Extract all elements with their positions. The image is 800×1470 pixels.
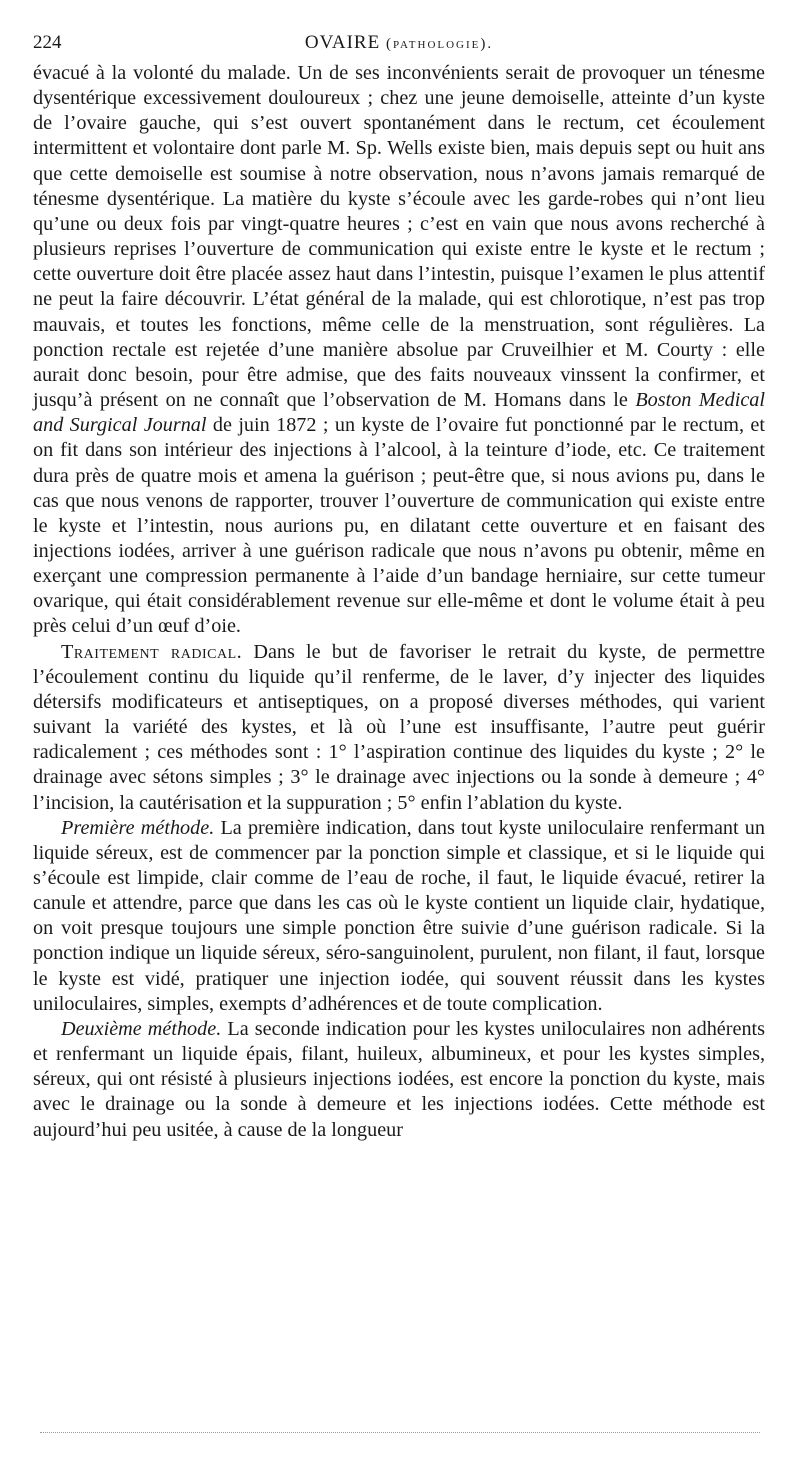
footer-dotted-rule: [40, 1432, 760, 1433]
paragraph-text: La seconde indication pour les kystes uniloculaires non adhérents et renfermant un liquide épais, filant, huileux, albumineux, et pour les kystes simples, séreux, qui ont résisté à plusieurs injections iodées, est encore la ponction du kyste, mais avec le drainage ou la sonde à demeure et les injections iodées. Cette méthode est aujourd’hui peu usitée, à cause de la longueur: [33, 1017, 766, 1141]
section-heading: Traitement radical.: [61, 640, 243, 663]
running-title: [33, 32, 765, 54]
section-heading: Deuxième méthode.: [61, 1017, 222, 1040]
running-title-main: OVAIRE: [304, 32, 381, 53]
running-title-sub: (pathologie).: [385, 36, 494, 52]
paragraph-traitement-radical: [33, 640, 765, 816]
paragraph-deuxieme-methode: [33, 1017, 765, 1143]
page-header: [33, 28, 765, 58]
journal-title: Boston Medical and Surgical Journal: [33, 389, 765, 437]
paragraph-continuation: [33, 61, 765, 640]
page-number: 224: [33, 32, 62, 53]
body-text: [33, 61, 765, 1143]
section-heading: Première méthode.: [61, 816, 215, 839]
paragraph-text-continued: de juin 1872 ; un kyste de l’ovaire fut ponctionné par le rectum, et on fit dans son intérieur des injections à l’alcool, à la teinture d’iode, etc. Ce traitement dura près de quatre mois et amena la guérison ; peut-être que, si nous avions pu, dans le cas que nous venons de rapporter, trouver l’ouverture de communication qui existe entre le kyste et l’intestin, nous aurions pu, en dilatant cette ouverture et en faisant des injections iodées, arriver à une guérison radicale que nous n’avons pu obtenir, même en exerçant une compression permanente à l’aide d’un bandage herniaire, sur cette tumeur ovarique, qui était considérablement revenue sur elle-même et dont le volume était à peu près celui d’un œuf d’oie.: [33, 414, 766, 638]
paragraph-text: évacué à la volonté du malade. Un de ses inconvénients serait de provoquer un ténesme dysentérique excessivement douloureux ; chez une jeune demoiselle, atteinte d’un kyste de l’ovaire gauche, qui s’est ouvert spontanément dans le rectum, cet écoulement intermittent et volontaire dont parle M. Sp. Wells existe bien, mais depuis sept ou huit ans que cette demoiselle est soumise à notre observation, nous n’avons jamais remarqué de ténesme dysentérique. La matière du kyste s’écoule avec les garde-robes qui n’ont lieu qu’une ou deux fois par vingt-quatre heures ; c’est en vain que nous avons recherché à plusieurs reprises l’ouverture de communication qui existe entre le kyste et le rectum ; cette ouverture doit être placée assez haut dans l’intestin, puisque l’examen le plus attentif ne peut la faire découvrir. L’état général de la malade, qui est chlorotique, n’est pas trop mauvais, et toutes les fonctions, même celle de la menstruation, sont régulières. La ponction rectale est rejetée d’une manière absolue par Cruveilhier et M. Courty : elle aurait donc besoin, pour être admise, que des faits nouveaux vinssent la confirmer, et jusqu’à présent on ne connaît que l’observation de M. Homans dans le: [33, 62, 765, 412]
book-page: [33, 28, 766, 1141]
paragraph-text: La première indication, dans tout kyste uniloculaire renfermant un liquide séreux, est de commencer par la ponction simple et classique, et si le liquide qui s’écoule est limpide, clair comme de l’eau de roche, il faut, le liquide évacué, retirer la canule et attendre, parce que dans les cas où le kyste contient un liquide clair, hydatique, on voit presque toujours une simple ponction être suivie d’une guérison radicale. Si la ponction indique un liquide séreux, séro-sanguinolent, purulent, non filant, il faut, lorsque le kyste est vidé, pratiquer une injection iodée, qui souvent réussit dans les kystes uniloculaires, simples, exempts d’adhérences et de toute complication.: [33, 816, 765, 1015]
paragraph-text: Dans le but de favoriser le retrait du kyste, de permettre l’écoulement continu du liquide qu’il renferme, de le laver, d’y injecter des liquides détersifs modificateurs et antiseptiques, on a proposé diverses méthodes, qui varient suivant la variété des kystes, et là où l’une est insuffisante, l’autre peut guérir radicalement ; ces méthodes sont : 1° l’aspiration continue des liquides du kyste ; 2° le drainage avec sétons simples ; 3° le drainage avec injections ou la sonde à demeure ; 4° l’incision, la cautérisation et la suppuration ; 5° enfin l’ablation du kyste.: [33, 640, 765, 814]
paragraph-premiere-methode: [33, 816, 765, 1017]
